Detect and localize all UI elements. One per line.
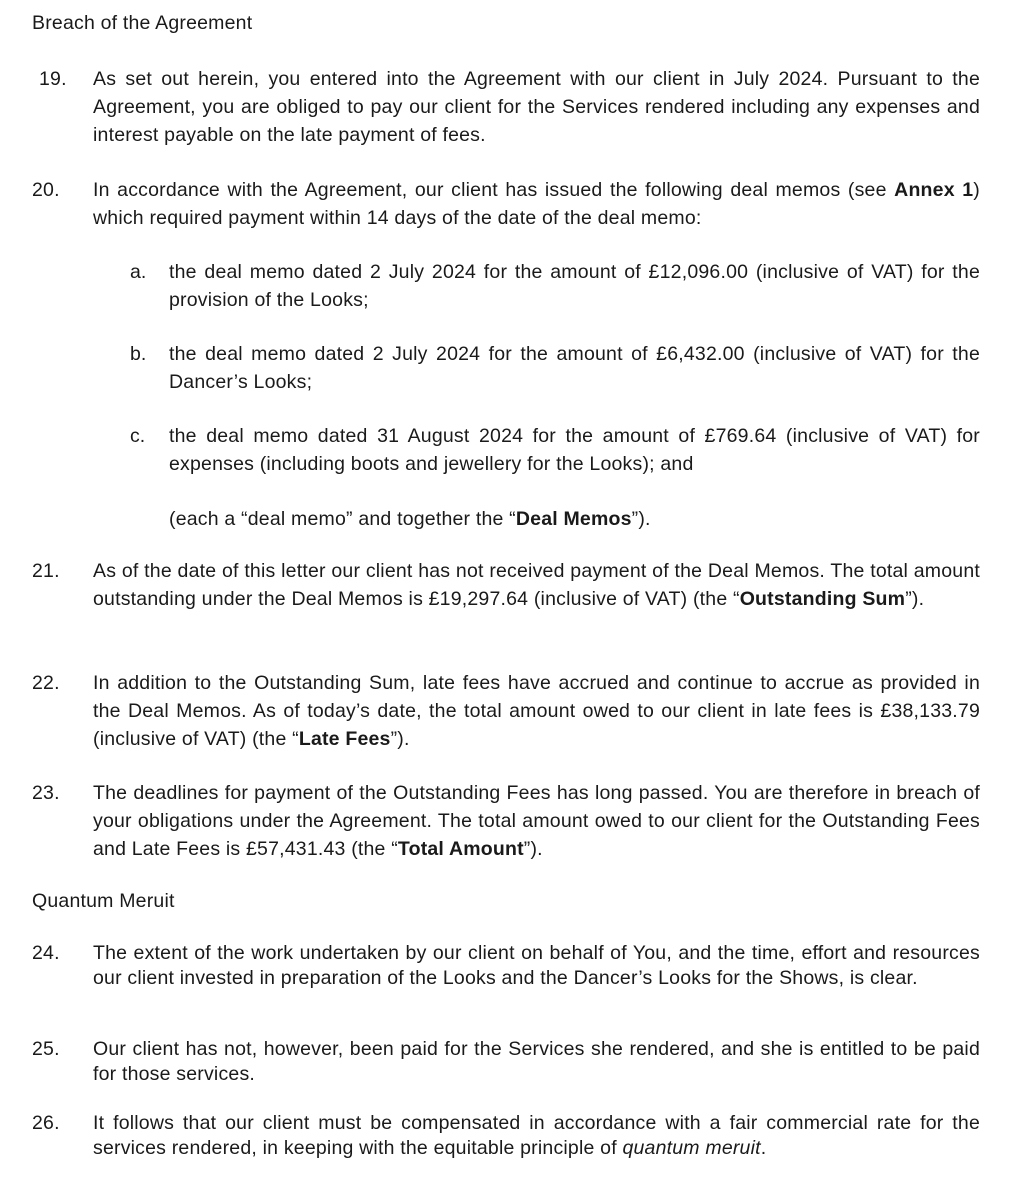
- paragraph-20: [32, 176, 980, 232]
- subparagraph-letter: b.: [130, 343, 147, 365]
- subparagraph-20a: [130, 258, 980, 314]
- subparagraph-text: the deal memo dated 2 July 2024 for the amount of £12,096.00 (inclusive of VAT) for the provision of the Looks;: [169, 261, 980, 311]
- paragraph-text: In accordance with the Agreement, our client has issued the following deal memos (see Annex 1) which required payment within 14 days of the date of the deal memo:: [93, 179, 980, 229]
- paragraph-number: 26.: [32, 1112, 60, 1134]
- paragraph-text: As set out herein, you entered into the Agreement with our client in July 2024. Pursuant to the Agreement, you are obliged to pay our client for the Services rendered including any expenses and interest payable on the late payment of fees.: [93, 68, 980, 146]
- paragraph-26: [32, 1111, 980, 1160]
- paragraph-text: As of the date of this letter our client has not received payment of the Deal Memos. The total amount outstanding under the Deal Memos is £19,297.64 (inclusive of VAT) (the “Outstanding Sum”).: [93, 560, 980, 610]
- paragraph-number: 22.: [32, 672, 60, 694]
- defined-term: Late Fees: [298, 728, 391, 750]
- subparagraph-text: the deal memo dated 31 August 2024 for the amount of £769.64 (inclusive of VAT) for expenses (including boots and jewellery for the Looks); and: [169, 425, 980, 475]
- subparagraph-20b: [130, 340, 980, 396]
- paragraph-number: 25.: [32, 1038, 60, 1060]
- paragraph-number: 20.: [32, 179, 60, 201]
- deal-memos-definition: [130, 505, 980, 533]
- paragraph-text: It follows that our client must be compensated in accordance with a fair commercial rate for the services rendered, in keeping with the equitable principle of quantum meruit.: [93, 1112, 980, 1159]
- paragraph-25: [32, 1037, 980, 1086]
- defined-term: Deal Memos: [515, 508, 632, 530]
- section-heading-quantum-meruit: Quantum Meruit: [32, 890, 175, 912]
- subparagraph-letter: c.: [130, 425, 146, 447]
- definition-text: (each a “deal memo” and together the “Deal Memos”).: [169, 508, 651, 530]
- subparagraph-20c: [130, 422, 980, 478]
- paragraph-24: [32, 941, 980, 990]
- paragraph-text: Our client has not, however, been paid for the Services she rendered, and she is entitled to be paid for those services.: [93, 1038, 980, 1085]
- section-heading-breach: Breach of the Agreement: [32, 12, 253, 34]
- paragraph-22: [32, 669, 980, 753]
- defined-term: Outstanding Sum: [739, 588, 906, 610]
- paragraph-number: 24.: [32, 942, 60, 964]
- defined-term: Total Amount: [397, 838, 524, 860]
- paragraph-19: [32, 65, 980, 149]
- subparagraph-text: the deal memo dated 2 July 2024 for the amount of £6,432.00 (inclusive of VAT) for the Dancer’s Looks;: [169, 343, 980, 393]
- paragraph-text: In addition to the Outstanding Sum, late fees have accrued and continue to accrue as provided in the Deal Memos. As of today’s date, the total amount owed to our client in late fees is £38,133.79 (inclusive of VAT) (the “Late Fees”).: [93, 672, 980, 750]
- paragraph-number: 23.: [32, 782, 60, 804]
- paragraph-number: 21.: [32, 560, 60, 582]
- paragraph-23: [32, 779, 980, 863]
- paragraph-21: [32, 557, 980, 613]
- annex-reference: Annex 1: [894, 179, 974, 201]
- latin-term: quantum meruit: [622, 1136, 761, 1159]
- subparagraph-letter: a.: [130, 261, 147, 283]
- paragraph-text: The deadlines for payment of the Outstanding Fees has long passed. You are therefore in breach of your obligations under the Agreement. The total amount owed to our client for the Outstanding Fees and Late Fees is £57,431.43 (the “Total Amount”).: [93, 782, 980, 860]
- paragraph-number: 19.: [39, 68, 67, 90]
- paragraph-text: The extent of the work undertaken by our client on behalf of You, and the time, effort and resources our client invested in preparation of the Looks and the Dancer’s Looks for the Shows, is clear.: [93, 942, 980, 989]
